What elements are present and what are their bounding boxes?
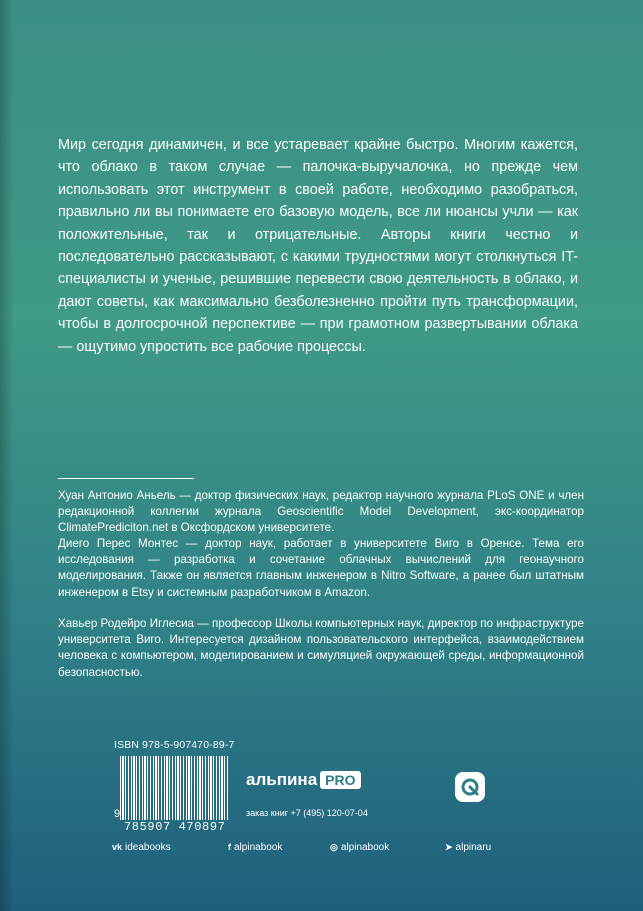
social-link-vk[interactable] xyxy=(112,842,171,853)
vk-icon: vk xyxy=(112,842,123,852)
publisher-logo xyxy=(246,770,361,792)
author-bio: Хуан Антонио Аньель — доктор физических наук, редактор научного журнала PLoS ONE и член редакционной коллегии журнала Geoscientific Model Development, экс-координатор ClimatePrediciton.net в Оксфордском университете. xyxy=(58,489,584,535)
publisher-mark-glyph xyxy=(460,777,480,797)
publisher-name: альпина xyxy=(246,770,318,789)
social-label: ideabooks xyxy=(125,842,171,853)
barcode-bars xyxy=(120,756,230,820)
author-bio: Хавьер Родейро Иглесиа — профессор Школы компьютерных наук, директор по инфраструктуре университета Виго. Интересуется дизайном пользовательского интерфейса, взаимодействием человека с компьютером, моделированием и симуляцией окружающей среды, информационной безопасностью. xyxy=(58,617,584,679)
order-phone: заказ книг +7 (495) 120-07-04 xyxy=(246,808,368,818)
barcode-lead-digit: 9 xyxy=(114,808,121,820)
book-description: Мир сегодня динамичен, и все устаревает крайне быстро. Многим кажется, что облако в таком случае — палочка-выручалочка, но прежде чем использовать этот инструмент в своей работе, необходимо разобраться, правильно ли вы понимаете его базовую модель, все ли нюансы учли — как положительные, так и отрицательные. Авторы книги честно и последовательно рассказывают, с какими трудностями могут столкнуться IT-специалисты и ученые, решившие перевести свою деятельность в облако, и дают советы, как максимально безболезненно пройти путь трансформации, чтобы в долгосрочной перспективе — при грамотном развертывании облака — ощутимо упростить все рабочие процессы. xyxy=(58,137,578,355)
social-label: alpinabook xyxy=(340,842,390,853)
isbn-label: ISBN 978-5-907470-89-7 xyxy=(114,740,235,751)
author-bio: Диего Перес Монтес — доктор наук, работает в университете Виго в Оренсе. Тема его исследования — разработка и сочетание облачных вычислений для геонаучного моделирования. Также он является главным инженером в Nitro Software, а ранее был штатным инженером в Etsy и системным разработчиком в Amazon. xyxy=(58,537,584,599)
isbn-barcode xyxy=(114,740,235,836)
social-links xyxy=(112,842,502,856)
publisher-mark-icon xyxy=(455,772,485,802)
publisher-badge: PRO xyxy=(320,771,360,789)
facebook-icon: f xyxy=(228,842,231,852)
section-divider xyxy=(58,478,194,479)
social-link-instagram[interactable] xyxy=(330,842,389,853)
instagram-icon: ◎ xyxy=(330,842,338,852)
social-link-facebook[interactable] xyxy=(228,842,282,853)
barcode-digits: 785907 470897 xyxy=(124,820,226,834)
social-link-telegram[interactable] xyxy=(445,842,491,853)
telegram-icon: ➤ xyxy=(445,842,453,852)
social-label: alpinabook xyxy=(234,842,283,853)
spine-shadow xyxy=(0,0,14,911)
social-label: alpinaru xyxy=(455,842,492,853)
